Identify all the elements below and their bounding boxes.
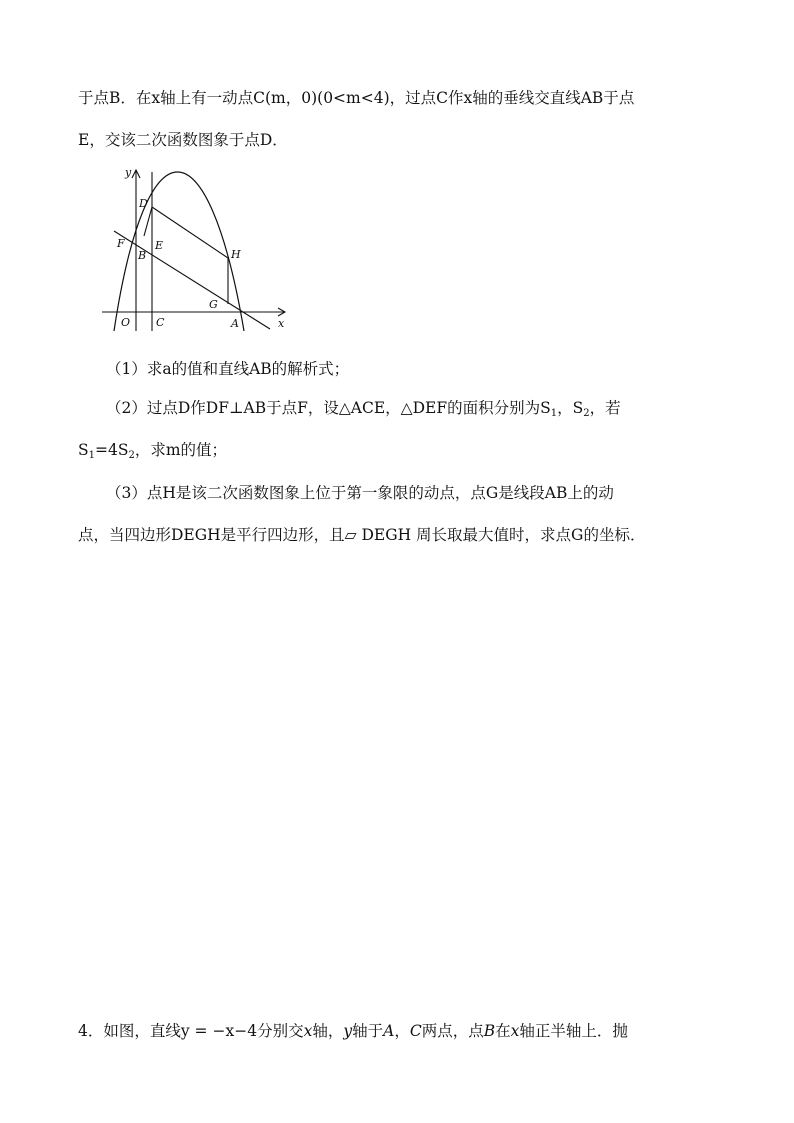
- label-g: G: [209, 298, 218, 311]
- question-3-line1: （3）点H是该二次函数图象上位于第一象限的动点，点G是线段AB上的动: [106, 484, 614, 502]
- problem3-text-line2: E，交该二次函数图象于点D．: [78, 131, 288, 149]
- label-f: F: [117, 237, 125, 250]
- problem3-text-line1: 于点B．在x轴上有一动点C(m，0)(0<m<4)，过点C作x轴的垂线交直线AB于点: [78, 89, 635, 107]
- problem-4-text: 4．如图，直线y = −x−4分别交x轴，y轴于A，C两点，点B在x轴正半轴上．抛: [78, 1022, 628, 1040]
- label-a: A: [231, 317, 239, 330]
- label-x: x: [278, 317, 285, 330]
- label-h: H: [231, 248, 241, 261]
- label-d: D: [139, 197, 148, 210]
- parabola-figure: [98, 165, 298, 335]
- line-ab: [114, 231, 270, 329]
- segment-dh: [152, 207, 228, 258]
- parabola-curve: [114, 172, 244, 331]
- question-3-line2: 点，当四边形DEGH是平行四边形，且▱ DEGH 周长取最大值时，求点G的坐标．: [78, 526, 646, 544]
- segment-df: [144, 207, 152, 236]
- label-y: y: [125, 166, 132, 179]
- label-e: E: [155, 239, 164, 252]
- line-formula: y = −x−4: [180, 1022, 258, 1040]
- label-b: B: [138, 249, 147, 262]
- label-o: O: [121, 316, 131, 329]
- question-2-line2: $S_1=4S_2$，求m的值；: [78, 441, 228, 461]
- question-1: （1）求a的值和直线AB的解析式；: [106, 360, 350, 378]
- question-2-line1: （2）过点D作DF⊥AB于点F，设△ACE，△DEF的面积分别为$S_1$，$S_2$，若: [106, 399, 621, 419]
- label-c: C: [156, 316, 165, 329]
